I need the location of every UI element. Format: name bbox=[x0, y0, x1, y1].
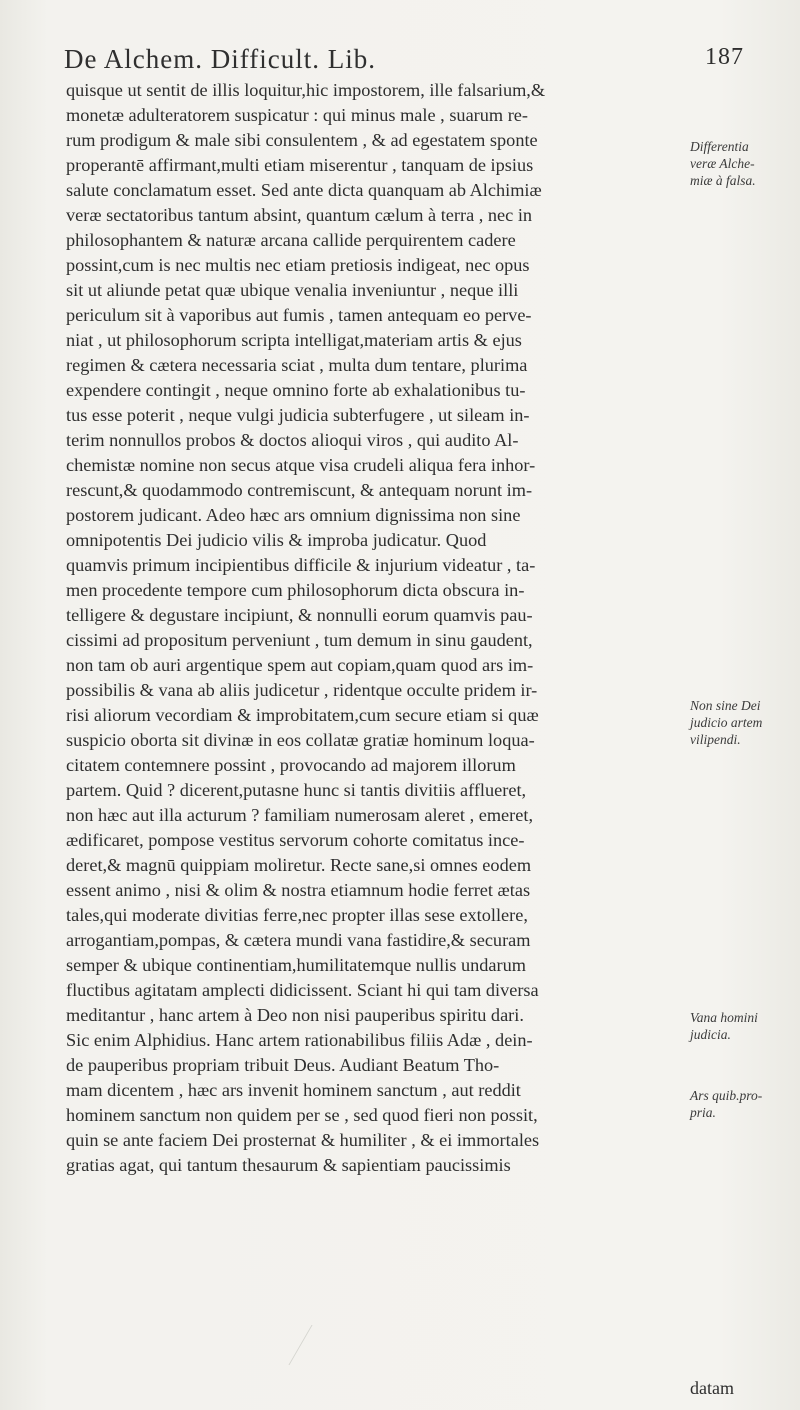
text-line: Sic enim Alphidius. Hanc artem rationabilibus filiis Adæ , dein- bbox=[66, 1030, 533, 1050]
text-line: niat , ut philosophorum scripta intelligat,materiam artis & ejus bbox=[66, 330, 522, 350]
text-line: periculum sit à vaporibus aut fumis , tamen antequam eo perve- bbox=[66, 305, 532, 325]
text-line: quamvis primum incipientibus difficile & injurium videatur , ta- bbox=[66, 555, 536, 575]
text-line: quin se ante faciem Dei prosternat & humiliter , & ei immortales bbox=[66, 1130, 540, 1150]
text-line: telligere & degustare incipiunt, & nonnulli eorum quamvis pau- bbox=[66, 605, 533, 625]
margin-note-line: judicia. bbox=[690, 1027, 731, 1042]
text-line: rum prodigum & male sibi consulentem , & ad egestatem sponte bbox=[66, 130, 538, 150]
text-line: gratias agat, qui tantum thesaurum & sapientiam paucissimis bbox=[66, 1155, 511, 1175]
text-line: veræ sectatoribus tantum absint, quantum cælum à terra , nec in bbox=[66, 205, 533, 225]
margin-note-ars-quib bbox=[690, 1087, 796, 1121]
text-line: omnipotentis Dei judicio vilis & improba judicatur. Quod bbox=[66, 530, 487, 550]
text-line: mam dicentem , hæc ars invenit hominem sanctum , aut reddit bbox=[66, 1080, 521, 1100]
text-line: de pauperibus propriam tribuit Deus. Audiant Beatum Tho- bbox=[66, 1055, 500, 1075]
paper-fold-mark bbox=[288, 1325, 342, 1365]
text-line: semper & ubique continentiam,humilitatemque nullis undarum bbox=[66, 955, 526, 975]
text-line: ædificaret, pompose vestitus servorum cohorte comitatus ince- bbox=[66, 830, 525, 850]
text-line: cissimi ad propositum perveniunt , tum demum in sinu gaudent, bbox=[66, 630, 533, 650]
text-line: non hæc aut illa acturum ? familiam numerosam aleret , emeret, bbox=[66, 805, 534, 825]
margin-note-vana-judicia bbox=[690, 1009, 796, 1043]
text-line: fluctibus agitatam amplecti didicissent. Sciant hi qui tam diversa bbox=[66, 980, 539, 1000]
text-line: possint,cum is nec multis nec etiam pretiosis indigeat, nec opus bbox=[66, 255, 530, 275]
margin-note-line: pria. bbox=[690, 1105, 716, 1120]
margin-note-line: Ars quib.pro- bbox=[690, 1088, 763, 1103]
catchword: datam bbox=[690, 1378, 734, 1398]
body-text bbox=[66, 78, 680, 1178]
page-number: 187 bbox=[705, 44, 744, 70]
margin-note-differentia bbox=[690, 138, 796, 189]
margin-note-line: judicio artem bbox=[690, 715, 763, 730]
text-line: postorem judicant. Adeo hæc ars omnium dignissima non sine bbox=[66, 505, 521, 525]
text-line: possibilis & vana ab aliis judicetur , ridentque occulte pridem ir- bbox=[66, 680, 538, 700]
text-line: essent animo , nisi & olim & nostra etiamnum hodie ferret ætas bbox=[66, 880, 531, 900]
text-line: arrogantiam,pompas, & cætera mundi vana fastidire,& securam bbox=[66, 930, 531, 950]
running-title: De Alchem. Difficult. Lib. bbox=[64, 44, 376, 74]
text-line: properantē affirmant,multi etiam miserentur , tanquam de ipsius bbox=[66, 155, 534, 175]
margin-note-line: Non sine Dei bbox=[690, 698, 761, 713]
text-line: citatem contemnere possint , provocando ad majorem illorum bbox=[66, 755, 516, 775]
text-line: deret,& magnū quippiam moliretur. Recte sane,si omnes eodem bbox=[66, 855, 532, 875]
text-line: tales,qui moderate divitias ferre,nec propter illas sese extollere, bbox=[66, 905, 528, 925]
running-head bbox=[64, 44, 744, 82]
text-line: partem. Quid ? dicerent,putasne hunc si tantis divitiis afflueret, bbox=[66, 780, 527, 800]
text-line: sit ut aliunde petat quæ ubique venalia inveniuntur , neque illi bbox=[66, 280, 519, 300]
text-line: men procedente tempore cum philosophorum dicta obscura in- bbox=[66, 580, 525, 600]
text-line: rescunt,& quodammodo contremiscunt, & antequam norunt im- bbox=[66, 480, 533, 500]
text-line: non tam ob auri argentique spem aut copiam,quam quod ars im- bbox=[66, 655, 534, 675]
margin-note-non-sine-dei bbox=[690, 697, 796, 748]
margin-note-line: Vana homini bbox=[690, 1010, 758, 1025]
text-line: salute conclamatum esset. Sed ante dicta quanquam ab Alchimiæ bbox=[66, 180, 542, 200]
text-line: meditantur , hanc artem à Deo non nisi pauperibus spiritu dari. bbox=[66, 1005, 524, 1025]
margin-note-line: miæ à falsa. bbox=[690, 173, 756, 188]
text-line: risi aliorum vecordiam & improbitatem,cum secure etiam si quæ bbox=[66, 705, 539, 725]
text-line: quisque ut sentit de illis loquitur,hic impostorem, ille falsarium,& bbox=[66, 80, 546, 100]
text-line: monetæ adulteratorem suspicatur : qui minus male , suarum re- bbox=[66, 105, 528, 125]
text-line: hominem sanctum non quidem per se , sed quod fieri non possit, bbox=[66, 1105, 538, 1125]
text-line: philosophantem & naturæ arcana callide perquirentem cadere bbox=[66, 230, 516, 250]
text-line: chemistæ nomine non secus atque visa crudeli aliqua fera inhor- bbox=[66, 455, 536, 475]
margin-note-line: vilipendi. bbox=[690, 732, 741, 747]
margin-note-line: veræ Alche- bbox=[690, 156, 755, 171]
margin-note-line: Differentia bbox=[690, 139, 749, 154]
text-line: tus esse poterit , neque vulgi judicia subterfugere , ut sileam in- bbox=[66, 405, 530, 425]
text-line: terim nonnullos probos & doctos alioqui viros , qui audito Al- bbox=[66, 430, 519, 450]
text-line: regimen & cætera necessaria sciat , multa dum tentare, plurima bbox=[66, 355, 528, 375]
text-line: suspicio oborta sit divinæ in eos collatæ gratiæ hominum loqua- bbox=[66, 730, 535, 750]
text-line: expendere contingit , neque omnino forte ab exhalationibus tu- bbox=[66, 380, 526, 400]
